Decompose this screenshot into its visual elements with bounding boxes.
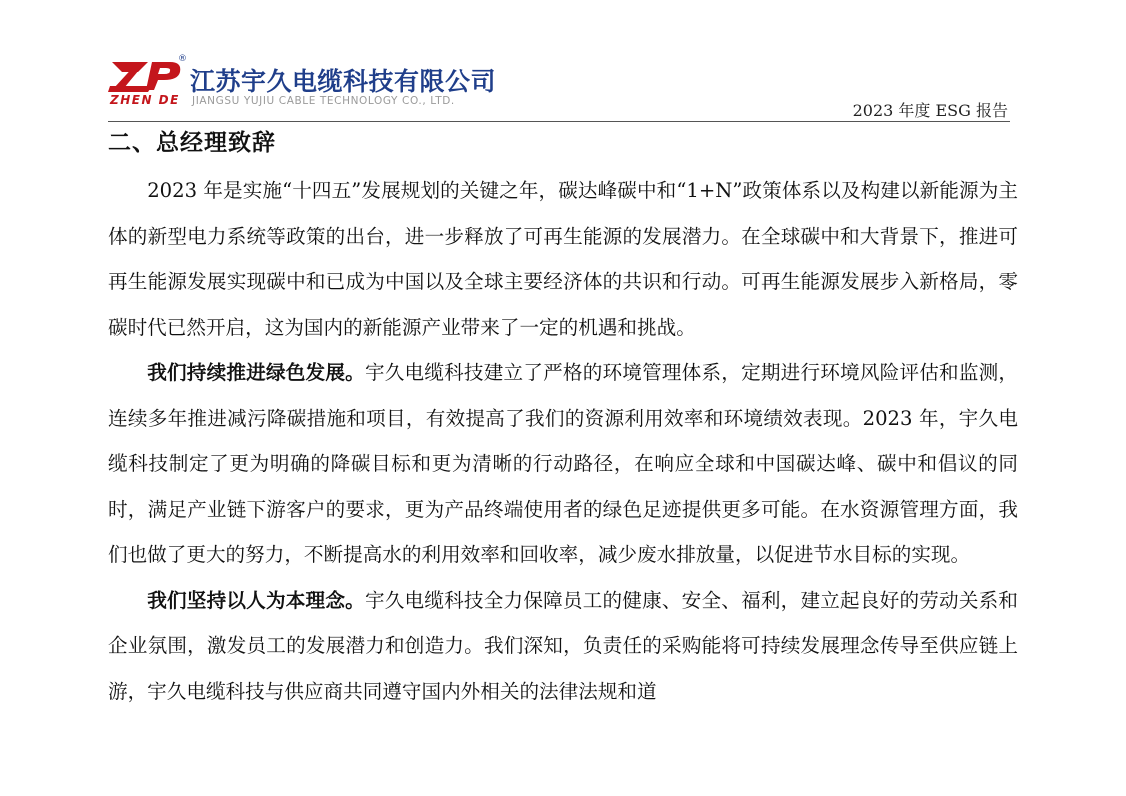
header-divider <box>108 121 1010 122</box>
page-header <box>0 0 1126 124</box>
paragraph-1-text: 2023 年是实施“十四五”发展规划的关键之年，碳达峰碳中和“1+N”政策体系以及构建以新能源为主体的新型电力系统等政策的出台，进一步释放了可再生能源的发展潜力。在全球碳中和大背景下，推进可再生能源发展实现碳中和已成为中国以及全球主要经济体的共识和行动。可再生能源发展步入新格局，零碳时代已然开启，这为国内的新能源产业带来了一定的机遇和挑战。 <box>108 179 1018 339</box>
section-title: 二、总经理致辞 <box>108 130 276 156</box>
paragraph-2-lead: 我们持续推进绿色发展。 <box>147 361 365 384</box>
paragraph-3 <box>108 578 1018 715</box>
company-name-english: JIANGSU YUJIU CABLE TECHNOLOGY CO., LTD. <box>192 95 455 107</box>
company-name-chinese: 江苏宇久电缆科技有限公司 <box>190 67 497 96</box>
zhende-logo-icon <box>108 56 184 96</box>
document-body <box>108 168 1018 714</box>
registered-mark: ® <box>178 54 187 64</box>
paragraph-2 <box>108 350 1018 578</box>
logo-text: ZHEN DE <box>110 93 180 107</box>
report-label: 2023 年度 ESG 报告 <box>852 101 1008 120</box>
paragraph-3-text: 宇久电缆科技全力保障员工的健康、安全、福利，建立起良好的劳动关系和企业氛围，激发员工的发展潜力和创造力。我们深知，负责任的采购能将可持续发展理念传导至供应链上游，宇久电缆科技与供应商共同遵守国内外相关的法律法规和道 <box>108 588 1019 703</box>
paragraph-3-lead: 我们坚持以人为本理念。 <box>147 588 365 612</box>
paragraph-2-text: 宇久电缆科技建立了严格的环境管理体系，定期进行环境风险评估和监测，连续多年推进减污降碳措施和项目，有效提高了我们的资源利用效率和环境绩效表现。2023 年，宇久电缆科技制定了更为明确的降碳目标和更为清晰的行动路径，在响应全球和中国碳达峰、碳中和倡议的同时，满足产业链下游客户的要求，更为产品终端使用者的绿色足迹提供更多可能。在水资源管理方面，我们也做了更大的努力，不断提高水的利用效率和回收率，减少废水排放量，以促进节水目标的实现。 <box>108 361 1019 566</box>
paragraph-1 <box>108 168 1018 350</box>
